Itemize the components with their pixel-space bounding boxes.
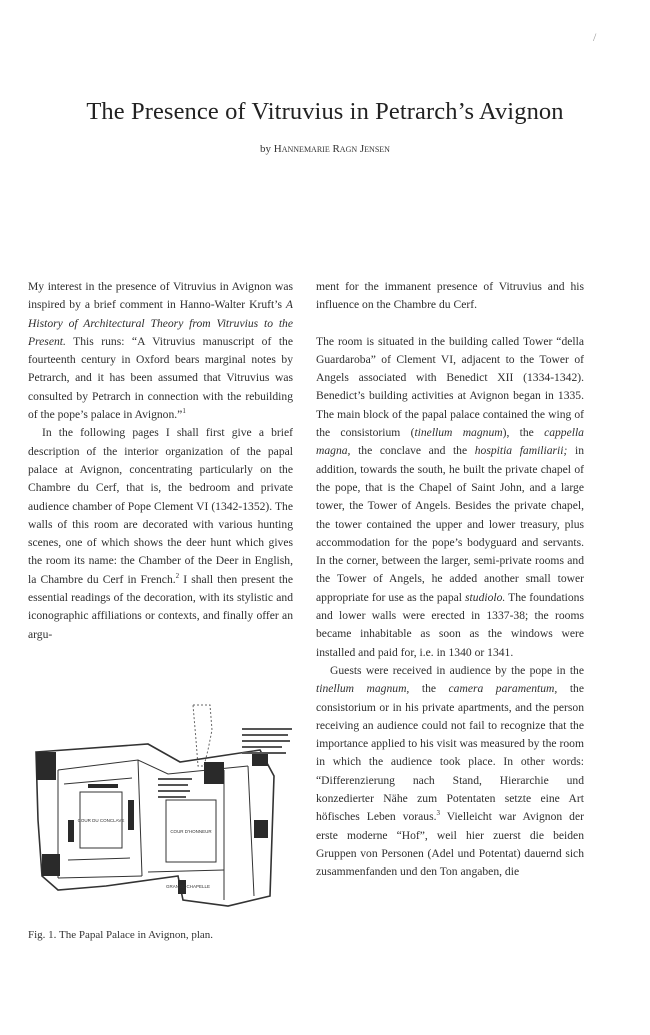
paragraph: The room is situated in the building called Tower “della Guardaroba” of Clement VI, adjacent to the Tower of Angels associated with Benedict XII (1334-1342). Benedict’s building activities at Avignon began in 1335. The main block of the papal palace contained the wing of the consistorium (tinellum magnum), the cappella magna, the conclave and the hospitia familiarii; in addition, towards the south, he built the private chapel of the pope, that is the Chapel of Saint John, and a large tower, the Tower of Angels. Besides the private chapel, the tower contained the upper and lower treasury, plus accommodation for the pope’s bodyguard and servants. In the corner, between the larger, semi-private rooms and the Tower of Angels, he added another small tower appropriate for use as the papal studiolo. The foundations and lower walls were erected in 1337-38; the rooms became inhabitable as soon as the windows were installed and paid for, i.e. in 1340 or 1341. [316,334,584,659]
paragraph: ment for the immanent presence of Vitruvius and his influence on the Chambre du Cerf. [316,280,584,312]
plan-label: GRANDE CHAPELLE [165,884,211,889]
paragraph: Guests were received in audience by the pope in the tinellum magnum, the camera paramentum, the consistorium or in his private apartments, and the person receiving an audience could not fail to recognize that the importance applied to his visit was measured by the room in which the audience took place. In other words: “Differenzierung nach Stand, Hierarchie und konzedierter Nähe zum Potentaten setzte eine Art höfisches Leben voraus.$^3$ Vielleicht war Avignon der erste moderne “Hof”, weil hier zuerst die beiden Gruppen von Personen (Adel und Potentat) dauernd sich zusammenfanden und den Ton angaben, die [316,663,584,879]
author-name: Hannemarie Ragn Jensen [273,143,390,155]
right-column [316,278,584,882]
byline-prefix: by [260,143,272,155]
byline [0,143,650,155]
footnote-ref: 2 [175,571,180,580]
article-title: The Presence of Vitruvius in Petrarch’s Avignon [86,98,564,125]
plan-label: COUR D'HONNEUR [170,829,212,834]
paragraph: In the following pages I shall first give a brief description of the interior organization of the papal palace at Avignon, concentrating particularly on the Chambre du Cerf, that is, the bedroom and private audience chamber of Pope Clement VI (1342-1352). The walls of this room are decorated with various hunting scenes, one of which shows the deer hunt which gives the room its name: the Chamber of the Deer in English, la Chambre du Cerf in French.$^2$ I shall then present the essential readings of the decoration, with its stylistic and iconographic affiliations or contexts, and finally offer an argu- [28,426,293,641]
corner-mark: / [593,30,597,44]
left-column [28,278,293,644]
paragraph: My interest in the presence of Vitruvius in Avignon was inspired by a brief comment in Hanno-Walter Kruft’s A History of Architectural Theory from Vitruvius to the Present. This runs: “A Vitruvius manuscript of the fourteenth century in Oxford bears marginal notes by Petrarch, and it has been assumed that Vitruvius was consulted by Petrarch in connection with the rebuilding of the pope’s palace in Avignon.”$^1$ [28,280,293,422]
footnote-ref: 1 [182,407,186,416]
palace-plan-figure [28,700,298,920]
figure-caption: Fig. 1. The Papal Palace in Avignon, plan. [28,929,214,941]
footnote-ref: 3 [436,809,441,818]
plan-label: COUR DU CONCLAVE [77,818,125,823]
